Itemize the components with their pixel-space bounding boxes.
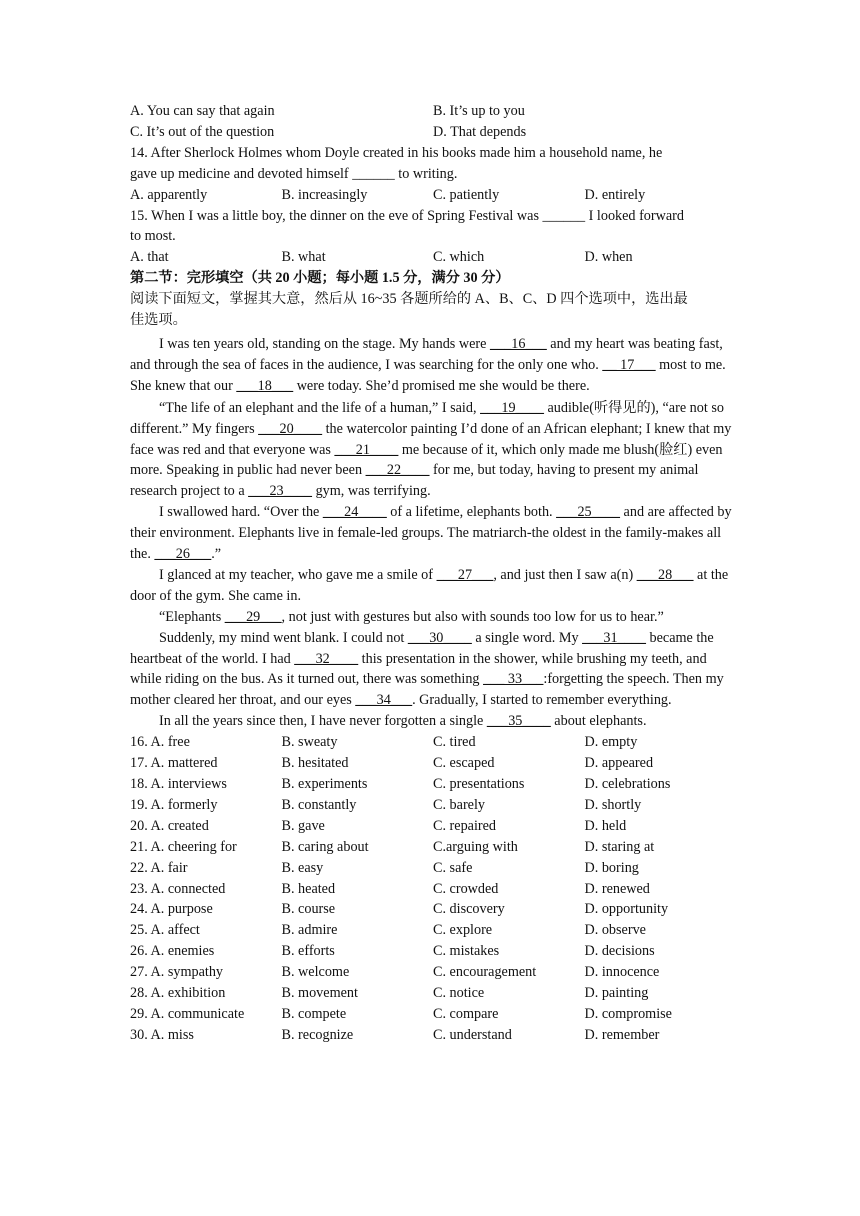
- option-b: B. admire: [281, 922, 338, 939]
- question-15-options: [130, 247, 740, 268]
- option-b: B. efforts: [281, 943, 335, 960]
- cloze-option-row: [130, 837, 740, 858]
- question-15-line-2: to most.: [130, 228, 176, 245]
- blank-16: ___16___: [489, 335, 547, 352]
- option-d: D. empty: [584, 734, 638, 751]
- passage-paragraph-1: I was ten years old, standing on the stage. My hands were ___16___ and my heart was beating fast, and through the sea of faces in the audience, I was searching for the only one who. __ 17___ most to me. She knew that our ___18___ were today. She’d promised me she would be there.: [130, 335, 726, 394]
- option-b: B. course: [281, 901, 336, 918]
- option-d: D. remember: [584, 1026, 660, 1043]
- cloze-option-row: [130, 941, 740, 962]
- cloze-option-row: [130, 1004, 740, 1025]
- blank-24: ___24____: [322, 504, 387, 521]
- option-a: 30. A. miss: [130, 1026, 194, 1043]
- cloze-option-row: [130, 753, 740, 774]
- question-15-line-1: 15. When I was a little boy, the dinner on the eve of Spring Festival was ______ I looked forward: [130, 207, 684, 224]
- blank-26: ___26___: [154, 546, 212, 563]
- option-b: B. gave: [281, 817, 325, 834]
- option-c: C. safe: [433, 859, 473, 876]
- option-c: C. compare: [433, 1005, 499, 1022]
- cloze-option-row: [130, 879, 740, 900]
- option-a: A. that: [130, 249, 169, 266]
- cloze-option-row: [130, 983, 740, 1004]
- option-row: [130, 101, 740, 122]
- option-c: C. tired: [433, 734, 476, 751]
- option-b: B. It’s up to you: [433, 103, 525, 119]
- option-b: B. welcome: [281, 964, 350, 981]
- option-b: B. recognize: [281, 1026, 354, 1043]
- option-row: [130, 122, 740, 143]
- option-b: B. heated: [281, 880, 336, 897]
- option-c: C. understand: [433, 1026, 512, 1043]
- cloze-option-row: [130, 1025, 740, 1046]
- option-b: B. hesitated: [281, 755, 349, 772]
- option-c: C. which: [433, 249, 485, 266]
- option-a: 23. A. connected: [130, 880, 226, 897]
- option-c: C. escaped: [433, 755, 495, 772]
- option-a: 18. A. interviews: [130, 776, 227, 792]
- passage-paragraph-4: I glanced at my teacher, who gave me a smile of ___27___, and just then I saw a(n) ___28___ at the door of the gym. She came in.: [130, 566, 729, 604]
- blank-18: ___18___: [236, 377, 294, 394]
- cloze-option-row: [130, 774, 740, 795]
- option-d: D. compromise: [584, 1005, 672, 1022]
- option-c: C. discovery: [433, 901, 505, 918]
- option-c: C. presentations: [433, 776, 525, 792]
- option-c: C. mistakes: [433, 943, 500, 960]
- cloze-option-row: [130, 920, 740, 941]
- option-c: C. encouragement: [433, 964, 537, 981]
- option-d: D. when: [584, 249, 633, 266]
- option-c: C. notice: [433, 985, 485, 1002]
- option-d: D. innocence: [584, 964, 660, 981]
- option-c: C. It’s out of the question: [130, 123, 275, 140]
- blank-22: ___22____: [365, 462, 430, 479]
- option-b: B. movement: [281, 985, 358, 1002]
- section-instruction-cont: 佳选项。: [130, 312, 187, 329]
- passage-paragraph-2: “The life of an elephant and the life of a human,” I said, ___19____ audible(听得见的), “are not so different.” My fingers ___20____ the watercolor painting I’d done of an African elephant; I knew that my face was red and that everyone was ___21____ me because of it, which only made me blush(脸红) even more. Speaking in public had never been ___22____ for me, but today, having to present my animal research project to a ___23____ gym, was terrifying.: [130, 399, 732, 500]
- option-a: 16. A. free: [130, 734, 190, 751]
- option-d: D. painting: [584, 985, 649, 1002]
- option-d: D. shortly: [584, 796, 642, 813]
- passage-paragraph-6: Suddenly, my mind went blank. I could not ___30____ a single word. My ___31____ became the heartbeat of the world. I had ___32____ this presentation in the shower, while brushing my teeth, and while riding on the bus. As it turned out, there was something ___ 33___:forgetting the speech. Then my mother cleared her throat, and our eyes ___34___. Gradually, I started to remember everything.: [130, 629, 724, 709]
- option-a: 17. A. mattered: [130, 755, 218, 772]
- option-b: B. constantly: [281, 796, 357, 813]
- option-a: 29. A. communicate: [130, 1005, 245, 1022]
- blank-29: ___29___: [224, 608, 282, 625]
- blank-31: ___31____: [582, 629, 646, 646]
- option-a: 21. A. cheering for: [130, 838, 237, 855]
- cloze-option-row: [130, 858, 740, 879]
- option-a: A. You can say that again: [130, 103, 275, 119]
- option-b: B. caring about: [281, 838, 369, 855]
- option-a: 28. A. exhibition: [130, 985, 226, 1002]
- cloze-options-list: [130, 732, 740, 1046]
- blank-19: ___19____: [480, 399, 544, 416]
- question-14-line-2: gave up medicine and devoted himself ______ to writing.: [130, 165, 458, 182]
- cloze-option-row: [130, 816, 740, 837]
- option-c: C. crowded: [433, 880, 499, 897]
- blank-17: __ 17___: [602, 356, 656, 373]
- blank-23: ___23____: [248, 483, 313, 500]
- option-a: 20. A. created: [130, 817, 209, 834]
- cloze-option-row: [130, 732, 740, 753]
- question-14-options: [130, 185, 740, 206]
- option-b: B. compete: [281, 1005, 347, 1022]
- option-d: D. held: [584, 817, 627, 834]
- option-c: C.arguing with: [433, 838, 518, 855]
- option-a: 19. A. formerly: [130, 796, 218, 813]
- option-c: C. explore: [433, 922, 493, 939]
- blank-27: ___27___: [436, 566, 494, 583]
- question-14-line-1: 14. After Sherlock Holmes whom Doyle created in his books made him a household name, he: [130, 144, 663, 161]
- cloze-option-row: [130, 899, 740, 920]
- option-b: B. increasingly: [281, 186, 368, 203]
- section-instruction: 阅读下面短文，掌握其大意，然后从 16~35 各题所给的 A、B、C、D 四个选项中，选出最: [130, 291, 688, 308]
- exam-page: [130, 101, 740, 1046]
- option-d: D. opportunity: [584, 901, 669, 918]
- option-a: 22. A. fair: [130, 859, 188, 876]
- option-d: D. appeared: [584, 755, 654, 772]
- option-d: D. observe: [584, 922, 646, 939]
- option-a: A. apparently: [130, 186, 208, 203]
- option-d: D. decisions: [584, 943, 655, 960]
- option-d: D. celebrations: [584, 776, 671, 792]
- blank-34: ___34___: [355, 692, 413, 709]
- blank-35: ___35____: [486, 713, 551, 730]
- option-b: B. sweaty: [281, 734, 338, 751]
- option-d: D. That depends: [433, 123, 527, 140]
- option-d: D. boring: [584, 859, 639, 876]
- blank-33: ___ 33___: [483, 671, 544, 688]
- blank-21: ___21____: [334, 441, 399, 458]
- blank-25: ___25____: [556, 504, 620, 521]
- option-a: 26. A. enemies: [130, 943, 215, 960]
- option-b: B. what: [281, 249, 326, 266]
- blank-30: ___30____: [407, 629, 472, 646]
- blank-28: ___28___: [636, 566, 694, 583]
- option-c: C. repaired: [433, 817, 497, 834]
- passage-paragraph-3: I swallowed hard. “Over the ___24____ of a lifetime, elephants both. ___25____ and are affected by their environment. Elephants live in female-led groups. The matriarch-the oldest in the family-makes all the. ___26___.”: [130, 504, 732, 563]
- blank-32: ___32____: [294, 650, 359, 667]
- blank-20: ___20____: [258, 420, 323, 437]
- section-title: 第二节：完形填空（共 20 小题；每小题 1.5 分，满分 30 分）: [130, 270, 510, 287]
- option-a: 24. A. purpose: [130, 901, 213, 918]
- option-d: D. renewed: [584, 880, 650, 897]
- option-c: C. barely: [433, 796, 486, 813]
- option-b: B. experiments: [281, 776, 368, 792]
- passage-paragraph-7: In all the years since then, I have never forgotten a single ___35____ about elephants.: [159, 713, 647, 730]
- cloze-option-row: [130, 795, 740, 816]
- option-d: D. staring at: [584, 838, 655, 855]
- cloze-option-row: [130, 962, 740, 983]
- option-d: D. entirely: [584, 186, 646, 203]
- option-c: C. patiently: [433, 186, 500, 203]
- option-a: 25. A. affect: [130, 922, 200, 939]
- option-b: B. easy: [281, 859, 324, 876]
- passage-paragraph-5: “Elephants ___29___, not just with gestures but also with sounds too low for us to hear.”: [159, 608, 664, 625]
- option-a: 27. A. sympathy: [130, 964, 224, 981]
